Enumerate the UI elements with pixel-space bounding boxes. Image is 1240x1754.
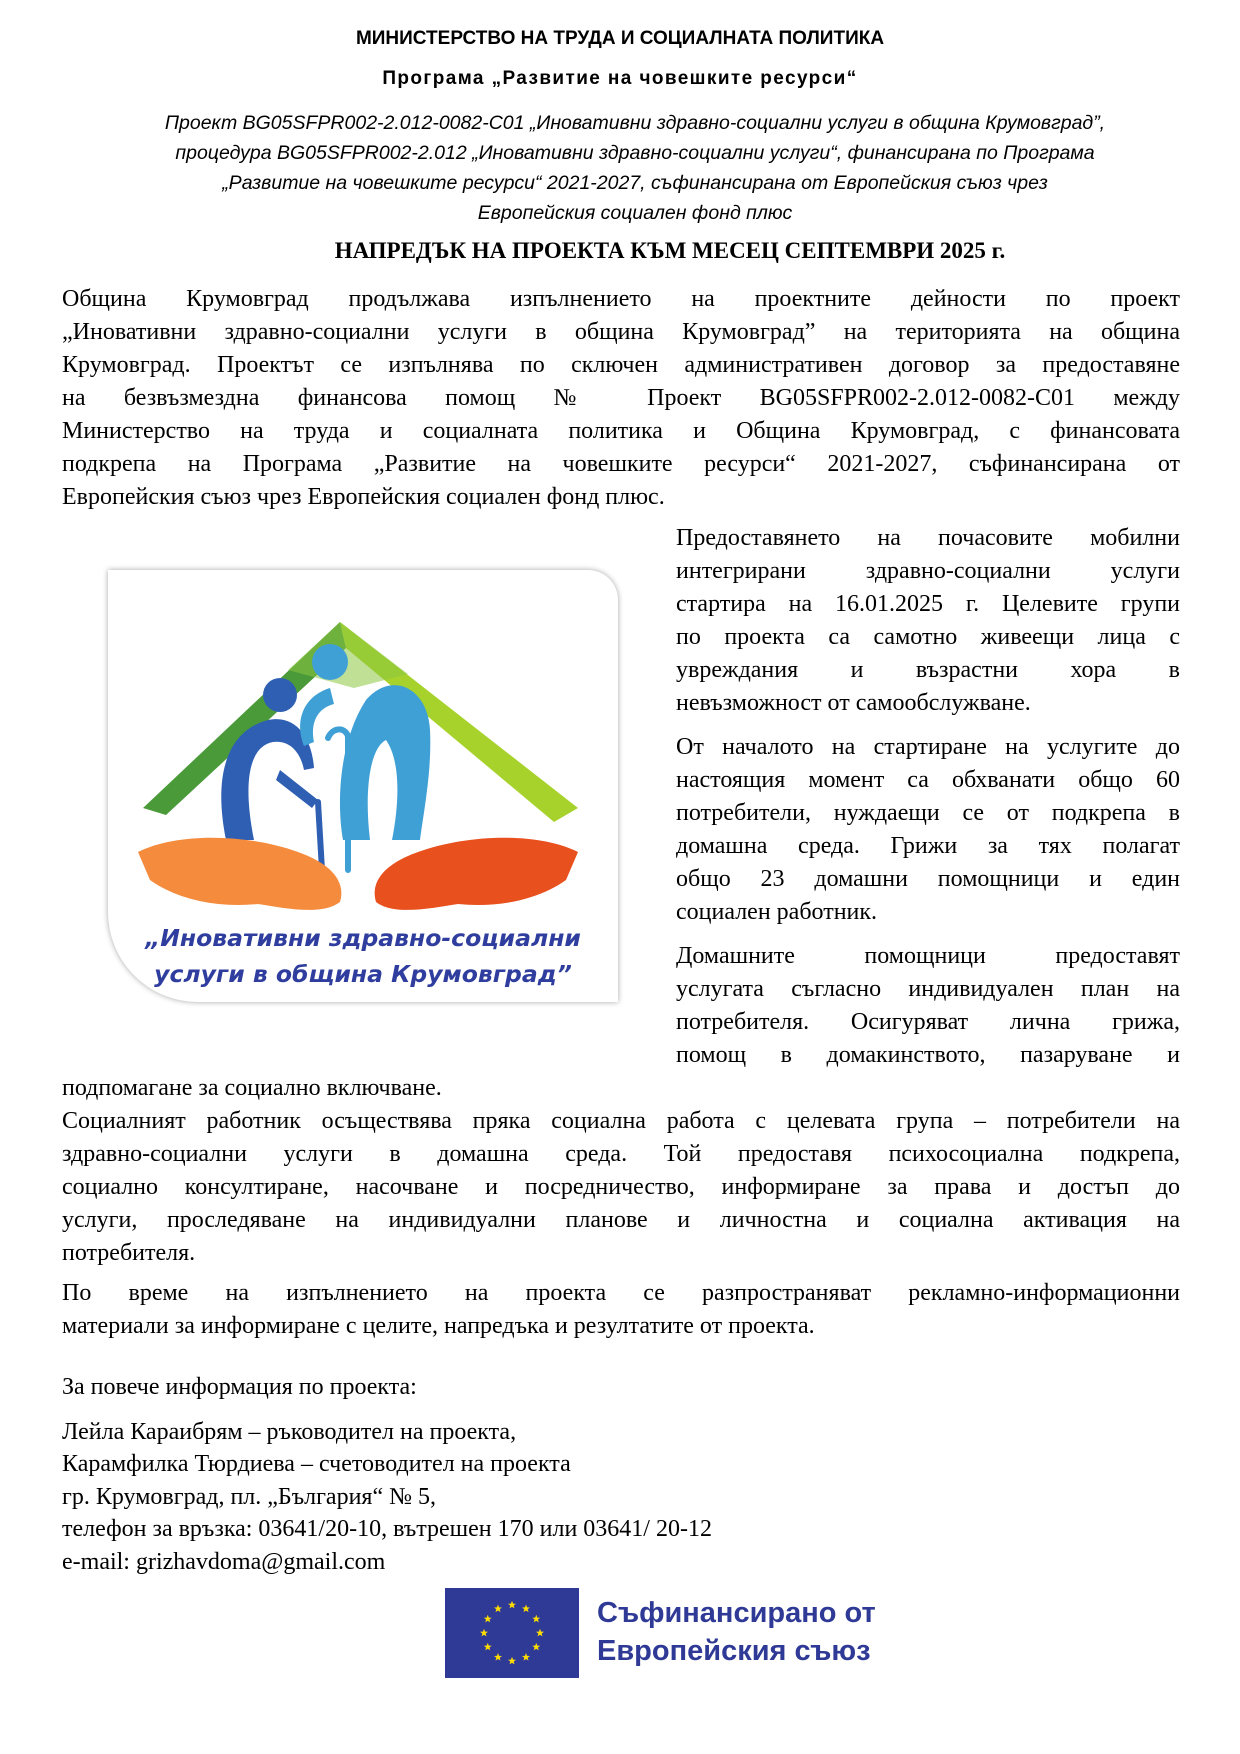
text-line: по проекта са самотно живеещи лица с [676,624,1180,650]
ministry-name: МИНИСТЕРСТВО НА ТРУДА И СОЦИАЛНАТА ПОЛИТИКА [355,28,885,49]
paragraph-social-worker [62,1105,1180,1270]
document-title: НАПРЕДЪК НА ПРОЕКТА КЪМ МЕСЕЦ СЕПТЕМВРИ 2025 г. [334,238,1006,263]
eu-star-icon [484,1615,492,1623]
text-line: „Иновативни здравно-социални услуги в община Крумовград” на територията на община [62,319,1180,345]
eu-star-icon [494,1653,502,1661]
project-info-line: „Развитие на човешките ресурси“ 2021-2027, съфинансирана от Европейския съюз чрез [222,172,1048,194]
project-info-line: Европейския социален фонд плюс [477,202,793,224]
paragraph-users-count [676,731,1180,929]
text-line: Социалният работник осъществява пряка социална работа с целевата група – потребители на [62,1108,1180,1134]
text-line: социален работник. [676,899,878,925]
text-line: общо 23 домашни помощници и един [676,866,1180,892]
text-line: домашна среда. Грижи за тях полагат [676,833,1180,859]
text-line: Предоставянето на почасовите мобилни [676,525,1180,551]
eu-star-icon [522,1653,530,1661]
text-line: подкрепа на Програма „Развитие на човешките ресурси“ 2021-2027, съфинансирана от [62,451,1180,477]
text-line: Община Крумовград продължава изпълнението на проектните дейности по проект [62,286,1180,312]
eu-star-icon [522,1605,530,1613]
eu-label-line: Съфинансирано от [597,1597,876,1629]
text-line: услуги, проследяване на индивидуални планове и личностна и социална активация на [62,1207,1180,1233]
text-line: Домашните помощници предоставят [676,943,1180,969]
text-line: Министерство на труда и социалната политика и Община Крумовград, с финансовата [62,418,1180,444]
text-line: По време на изпълнението на проекта се разпространяват рекламно-информационни [62,1280,1180,1306]
text-line: Крумовград. Проектът се изпълнява по сключен административен договор за предоставяне [62,352,1180,378]
text-line: потребители, нуждаещи се от подкрепа в [676,800,1180,826]
text-line: потребителя. Осигуряват лична грижа, [676,1009,1180,1035]
project-info [90,108,1180,228]
text-line: социално консултиране, насочване и посредничество, информиране за права и достъп до [62,1174,1180,1200]
eu-label-line: Европейския съюз [597,1635,871,1667]
contact-intro: За повече информация по проекта: [62,1374,417,1400]
eu-flag-icon [445,1588,579,1678]
text-line: услугата съгласно индивидуален план на [676,976,1180,1002]
eu-star-icon [508,1657,516,1665]
text-line: настоящия момент са обхванати общо 60 [676,767,1180,793]
programme-name: Програма „Развитие на човешките ресурси“ [382,68,858,89]
contact-manager: Лейла Караибрям – ръководител на проекта, [62,1418,517,1445]
paragraph-intro [62,283,1180,514]
eu-star-icon [508,1601,516,1609]
text-line: интегрирани здравно-социални услуги [676,558,1180,584]
eu-star-icon [532,1643,540,1651]
eu-star-icon [484,1643,492,1651]
eu-star-icon [480,1629,488,1637]
paragraph-services-start [676,522,1180,720]
eu-stars-icon [445,1588,579,1678]
contact-address: гр. Крумовград, пл. „България“ № 5, [62,1483,437,1510]
text-line: От началото на стартиране на услугите до [676,734,1180,760]
paragraph-publicity [62,1277,1180,1343]
logo-text-line: услуги в община Крумовград” [154,960,572,988]
text-line: материали за информиране с целите, напредъка и резултатите от проекта. [62,1313,815,1339]
paragraph-home-assistants-tail [62,1072,1180,1105]
text-line: помощ в домакинството, пазаруване и [676,1042,1180,1068]
eu-cofunded-label [597,1594,876,1670]
text-line: стартира на 16.01.2025 г. Целевите групи [676,591,1180,617]
eu-star-icon [536,1629,544,1637]
contact-accountant: Карамфилка Тюрдиева – счетоводител на проекта [62,1451,571,1478]
contact-phone: телефон за връзка: 03641/20-10, вътрешен 170 или 03641/ 20-12 [62,1516,712,1543]
text-line: на безвъзмездна финансова помощ № Проект BG05SFPR002-2.012-0082-C01 между [62,385,1180,411]
project-logo [108,570,618,1002]
contact-info [62,1371,712,1579]
contact-email[interactable]: e-mail: grizhavdoma@gmail.com [62,1548,386,1575]
eu-star-icon [494,1605,502,1613]
eu-star-icon [532,1615,540,1623]
text-line: невъзможност от самообслужване. [676,690,1031,716]
project-info-line: процедура BG05SFPR002-2.012 „Иновативни здравно-социални услуги“, финансирана по Програма [175,142,1095,164]
logo-text-line: „Иновативни здравно-социални [145,924,581,952]
paragraph-home-assistants [676,940,1180,1072]
project-info-line: Проект BG05SFPR002-2.012-0082-C01 „Иновативни здравно-социални услуги в община Крумовград”, [164,112,1106,134]
text-line: потребителя. [62,1240,196,1266]
text-line: подпомагане за социално включване. [62,1075,442,1101]
text-line: увреждания и възрастни хора в [676,657,1180,683]
text-line: Европейския съюз чрез Европейския социален фонд плюс. [62,484,665,510]
text-line: здравно-социални услуги в домашна среда. Той предоставя психосоциална подкрепа, [62,1141,1180,1167]
